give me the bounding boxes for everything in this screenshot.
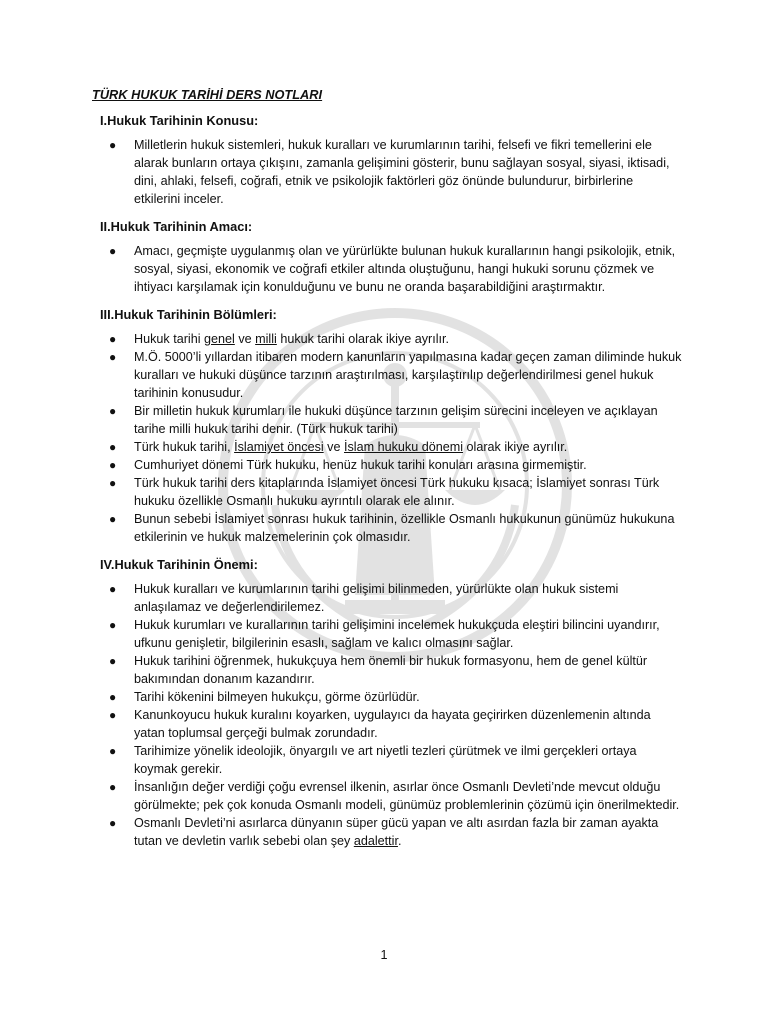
- bullet-icon: ●: [109, 708, 117, 722]
- bullet-icon: ●: [109, 458, 117, 472]
- list-item: ● Amacı, geçmişte uygulanmış olan ve yürürlükte bulunan hukuk kurallarının hangi psikolojik, etnik, sosyal, siyasi, ekonomik ve coğrafi etkiler altında oluştuğunu, hangi hukuki sorunu çözmek ve ihtiyacı karşılamak için konulduğunu ve bunu ne oranda başarabildiğini araştırmaktır.: [109, 244, 676, 294]
- list-item: ● Hukuk kuralları ve kurumlarının tarihi gelişimi bilinmeden, yürürlükte olan hukuk sistemi anlaşılamaz ve değerlendirilemez.: [109, 582, 619, 614]
- list-item: ● Bir milletin hukuk kurumları ile hukuki düşünce tarzının gelişim sürecini inceleyen ve açıklayan tarihe milli hukuk tarihi denir. (Türk hukuk tarihi): [109, 404, 658, 436]
- bullet-icon: ●: [109, 332, 117, 346]
- list-item: ● Hukuk kurumları ve kurallarının tarihi gelişimini incelemek hukukçuda eleştiri bilincini uyandırır, ufkunu genişletir, bilgilerinin esaslı, sağlam ve kalıcı olmasını sağlar.: [109, 618, 660, 650]
- document-body: [92, 86, 682, 856]
- list-item: ● Milletlerin hukuk sistemleri, hukuk kuralları ve kurumlarının tarihi, felsefi ve fikri temellerini ele alarak bunların ortaya çıkışını, zamanla gelişimini gösterir, bunu sağlayan sosyal, siyasi, iktisadi, dini, ahlaki, felsefi, coğrafi, etnik ve psikolojik faktörleri göz önünde bulundurur, birbirlerine etkilerini inceler.: [109, 138, 670, 206]
- list-item: ● Hukuk tarihi genel ve milli hukuk tarihi olarak ikiye ayrılır.: [109, 332, 450, 346]
- list-item: ● Cumhuriyet dönemi Türk hukuku, henüz hukuk tarihi konuları arasına girmemiştir.: [109, 458, 587, 472]
- bullet-icon: ●: [109, 350, 117, 364]
- bullet-icon: ●: [109, 744, 117, 758]
- bullet-list: [92, 580, 682, 850]
- section-heading: III.Hukuk Tarihinin Bölümleri:: [100, 307, 277, 322]
- document-title: TÜRK HUKUK TARİHİ DERS NOTLARI: [92, 87, 323, 102]
- list-item: ● M.Ö. 5000’li yıllardan itibaren modern kanunların yapılmasına kadar geçen zaman diliminde hukuk kuralları ve hukuki düşünce tarzının araştırılması, karşılaştırılıp değerlendirilmesi genel hukuk tarihinin konusudur.: [109, 350, 682, 400]
- bullet-icon: ●: [109, 582, 117, 596]
- list-item: ● Kanunkoyucu hukuk kuralını koyarken, uygulayıcı da hayata geçirirken düzenlemenin altında yatan toplumsal gerçeği bulmak zorundadır.: [109, 708, 651, 740]
- bullet-list: [92, 136, 682, 208]
- bullet-icon: ●: [109, 512, 117, 526]
- bullet-icon: ●: [109, 690, 117, 704]
- list-item: ● Hukuk tarihini öğrenmek, hukukçuya hem önemli bir hukuk formasyonu, hem de genel kültür bakımından donanım kazandırır.: [109, 654, 648, 686]
- list-item: ● Tarihimize yönelik ideolojik, önyargılı ve art niyetli tezleri çürütmek ve ilmi gerçekleri ortaya koymak gerekir.: [109, 744, 637, 776]
- list-item: ● İnsanlığın değer verdiği çoğu evrensel ilkenin, asırlar önce Osmanlı Devleti’nde mevcut olduğu görülmekte; pek çok konuda Osmanlı modeli, günümüz problemlerinin çözümü için önerilmektedir.: [109, 780, 680, 812]
- bullet-icon: ●: [109, 404, 117, 418]
- bullet-icon: ●: [109, 440, 117, 454]
- bullet-icon: ●: [109, 618, 117, 632]
- bullet-icon: ●: [109, 476, 117, 490]
- list-item: ● Tarihi kökenini bilmeyen hukukçu, görme özürlüdür.: [109, 690, 420, 704]
- page-number: 1: [380, 948, 388, 962]
- bullet-icon: ●: [109, 654, 117, 668]
- bullet-list: [92, 242, 682, 296]
- bullet-list: [92, 330, 682, 546]
- list-item: ● Bunun sebebi İslamiyet sonrası hukuk tarihinin, özellikle Osmanlı hukukunun günümüz hukukuna etkilerinin ve hukuk malzemelerinin çok olmasıdır.: [109, 512, 675, 544]
- bullet-icon: ●: [109, 780, 117, 794]
- list-item: ● Türk hukuk tarihi, İslamiyet öncesi ve İslam hukuku dönemi olarak ikiye ayrılır.: [109, 440, 568, 454]
- section-heading: IV.Hukuk Tarihinin Önemi:: [100, 557, 258, 572]
- list-item: ● Osmanlı Devleti’ni asırlarca dünyanın süper gücü yapan ve altı asırdan fazla bir zaman ayakta tutan ve devletin varlık sebebi olan şey adalettir.: [109, 816, 659, 848]
- section-heading: II.Hukuk Tarihinin Amacı:: [100, 219, 253, 234]
- bullet-icon: ●: [109, 244, 117, 258]
- bullet-icon: ●: [109, 138, 117, 152]
- section-heading: I.Hukuk Tarihinin Konusu:: [100, 113, 259, 128]
- list-item: ● Türk hukuk tarihi ders kitaplarında İslamiyet öncesi Türk hukuku kısaca; İslamiyet sonrası Türk hukuku özellikle Osmanlı hukuku ayrıntılı olarak ele alınır.: [109, 476, 660, 508]
- bullet-icon: ●: [109, 816, 117, 830]
